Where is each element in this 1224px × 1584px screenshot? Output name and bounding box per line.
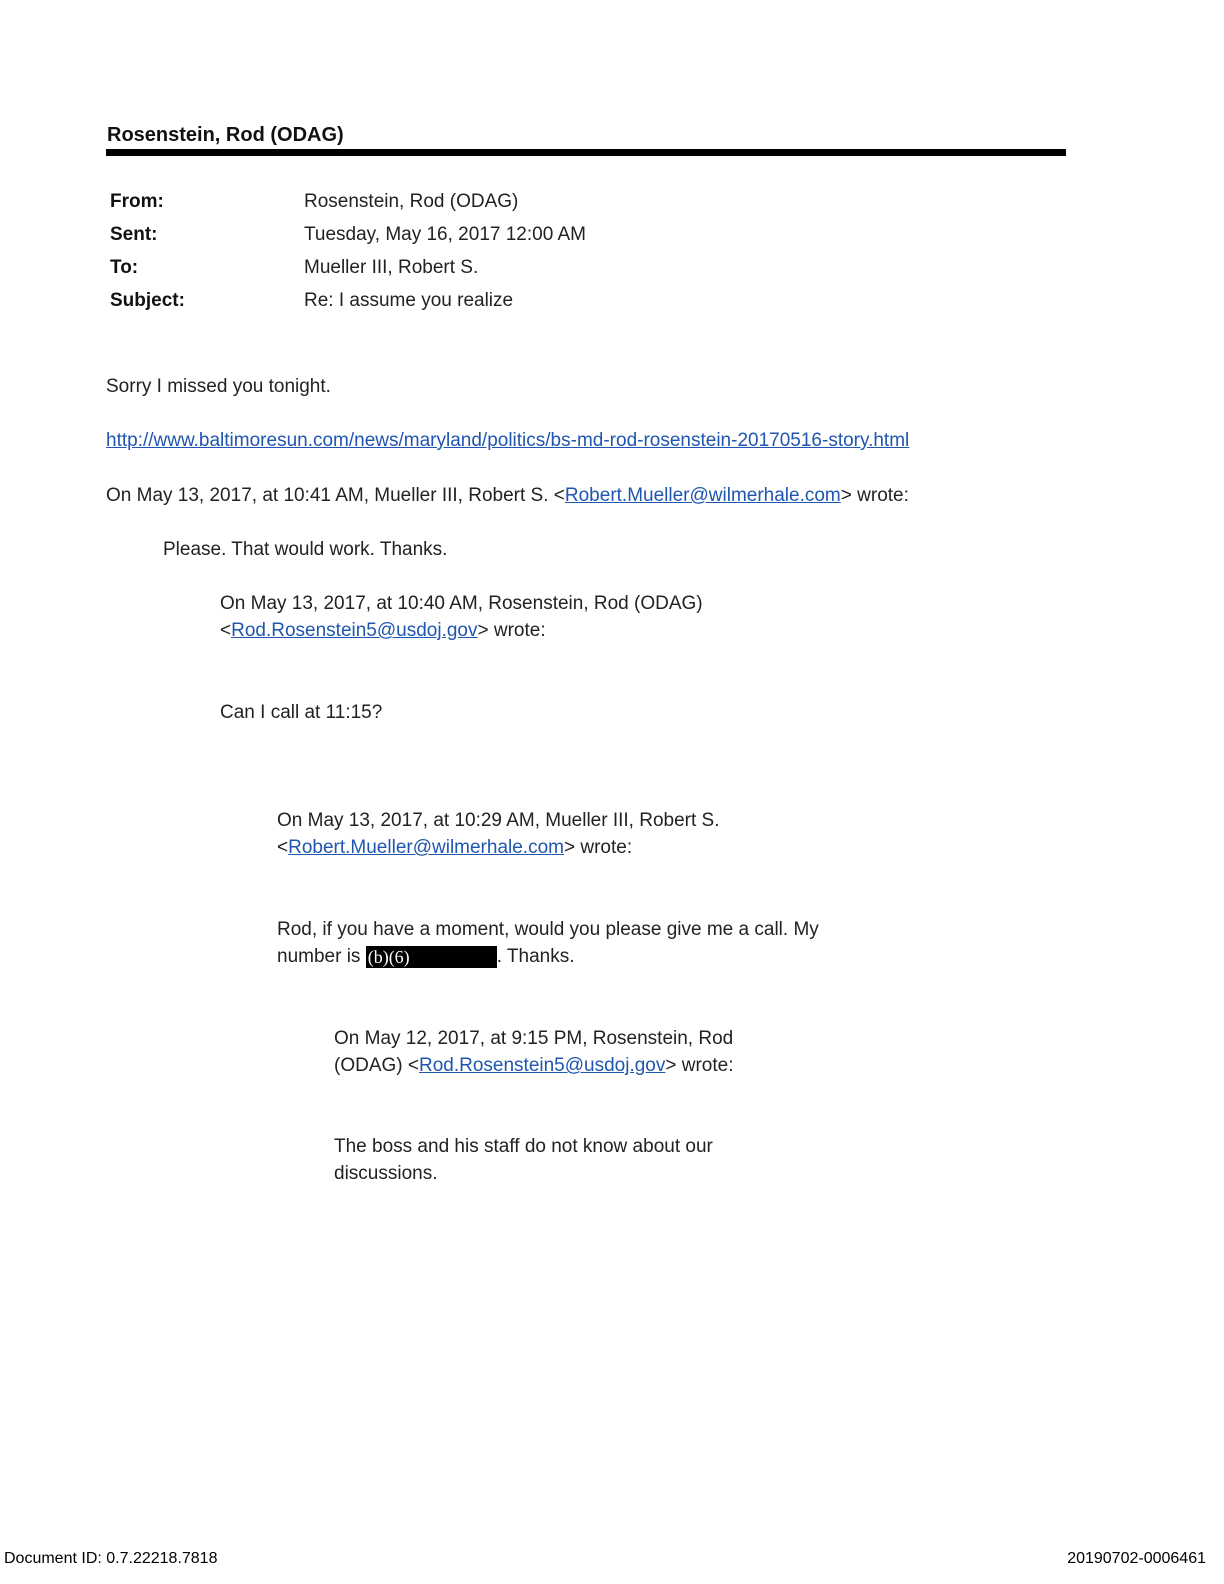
quote2-attribution-prefix: < (220, 620, 232, 641)
quote2-text: Can I call at 11:15? (220, 702, 383, 723)
body-opening-line: Sorry I missed you tonight. (106, 376, 331, 397)
quote4-email-link[interactable]: Rod.Rosenstein5@usdoj.gov (418, 1055, 666, 1076)
footer-page-id: 20190702-0006461 (1067, 1550, 1206, 1567)
quote4-text-line1: The boss and his staff do not know about our (334, 1136, 713, 1157)
quote3-attribution-line1: On May 13, 2017, at 10:29 AM, Mueller III, Robert S. (277, 810, 720, 831)
quote3-text-line2 (277, 943, 575, 970)
quote2-email-link[interactable]: Rod.Rosenstein5@usdoj.gov (231, 620, 478, 641)
redaction-box: (b)(6) (366, 946, 497, 968)
from-label: From: (110, 191, 164, 212)
quote3-attribution-prefix: < (277, 837, 289, 858)
quote1-attribution-prefix: On May 13, 2017, at 10:41 AM, Mueller III, Robert S. < (106, 485, 565, 506)
quote3-attribution-line2 (277, 834, 632, 861)
to-value: Mueller III, Robert S. (304, 257, 479, 278)
quote3-attribution-suffix: > wrote: (563, 837, 633, 858)
quote4-attribution-line1: On May 12, 2017, at 9:15 PM, Rosenstein, Rod (334, 1028, 734, 1049)
quote4-text-line2: discussions. (334, 1163, 438, 1184)
title-divider (106, 149, 1066, 156)
quote4-attribution-suffix: > wrote: (665, 1055, 734, 1076)
quote3-text-line1: Rod, if you have a moment, would you please give me a call. My (277, 919, 819, 940)
subject-label: Subject: (110, 290, 185, 311)
quote1-text: Please. That would work. Thanks. (163, 539, 448, 560)
sent-label: Sent: (110, 224, 158, 245)
quote3-email-link[interactable]: Robert.Mueller@wilmerhale.com (288, 837, 564, 858)
quote3-text-prefix: number is (277, 946, 366, 967)
quote2-attribution-suffix: > wrote: (477, 620, 546, 641)
article-link[interactable]: http://www.baltimoresun.com/news/maryland/politics/bs-md-rod-rosenstein-20170516-story.html (106, 430, 910, 451)
quote1-attribution (106, 482, 909, 509)
to-label: To: (110, 257, 139, 278)
quote3-text-suffix: . Thanks. (496, 946, 575, 967)
quote4-attribution-prefix: (ODAG) < (334, 1055, 419, 1076)
quote4-attribution-line2 (334, 1052, 734, 1079)
quote2-attribution-line1: On May 13, 2017, at 10:40 AM, Rosenstein, Rod (ODAG) (220, 593, 703, 614)
page-title: Rosenstein, Rod (ODAG) (107, 124, 344, 146)
footer-document-id: Document ID: 0.7.22218.7818 (4, 1550, 218, 1567)
from-value: Rosenstein, Rod (ODAG) (304, 191, 519, 212)
quote1-attribution-suffix: > wrote: (840, 485, 909, 506)
sent-value: Tuesday, May 16, 2017 12:00 AM (304, 224, 587, 245)
quote2-attribution-line2 (220, 617, 546, 644)
subject-value: Re: I assume you realize (304, 290, 514, 311)
quote1-email-link[interactable]: Robert.Mueller@wilmerhale.com (564, 485, 841, 506)
article-link-row (106, 427, 909, 454)
